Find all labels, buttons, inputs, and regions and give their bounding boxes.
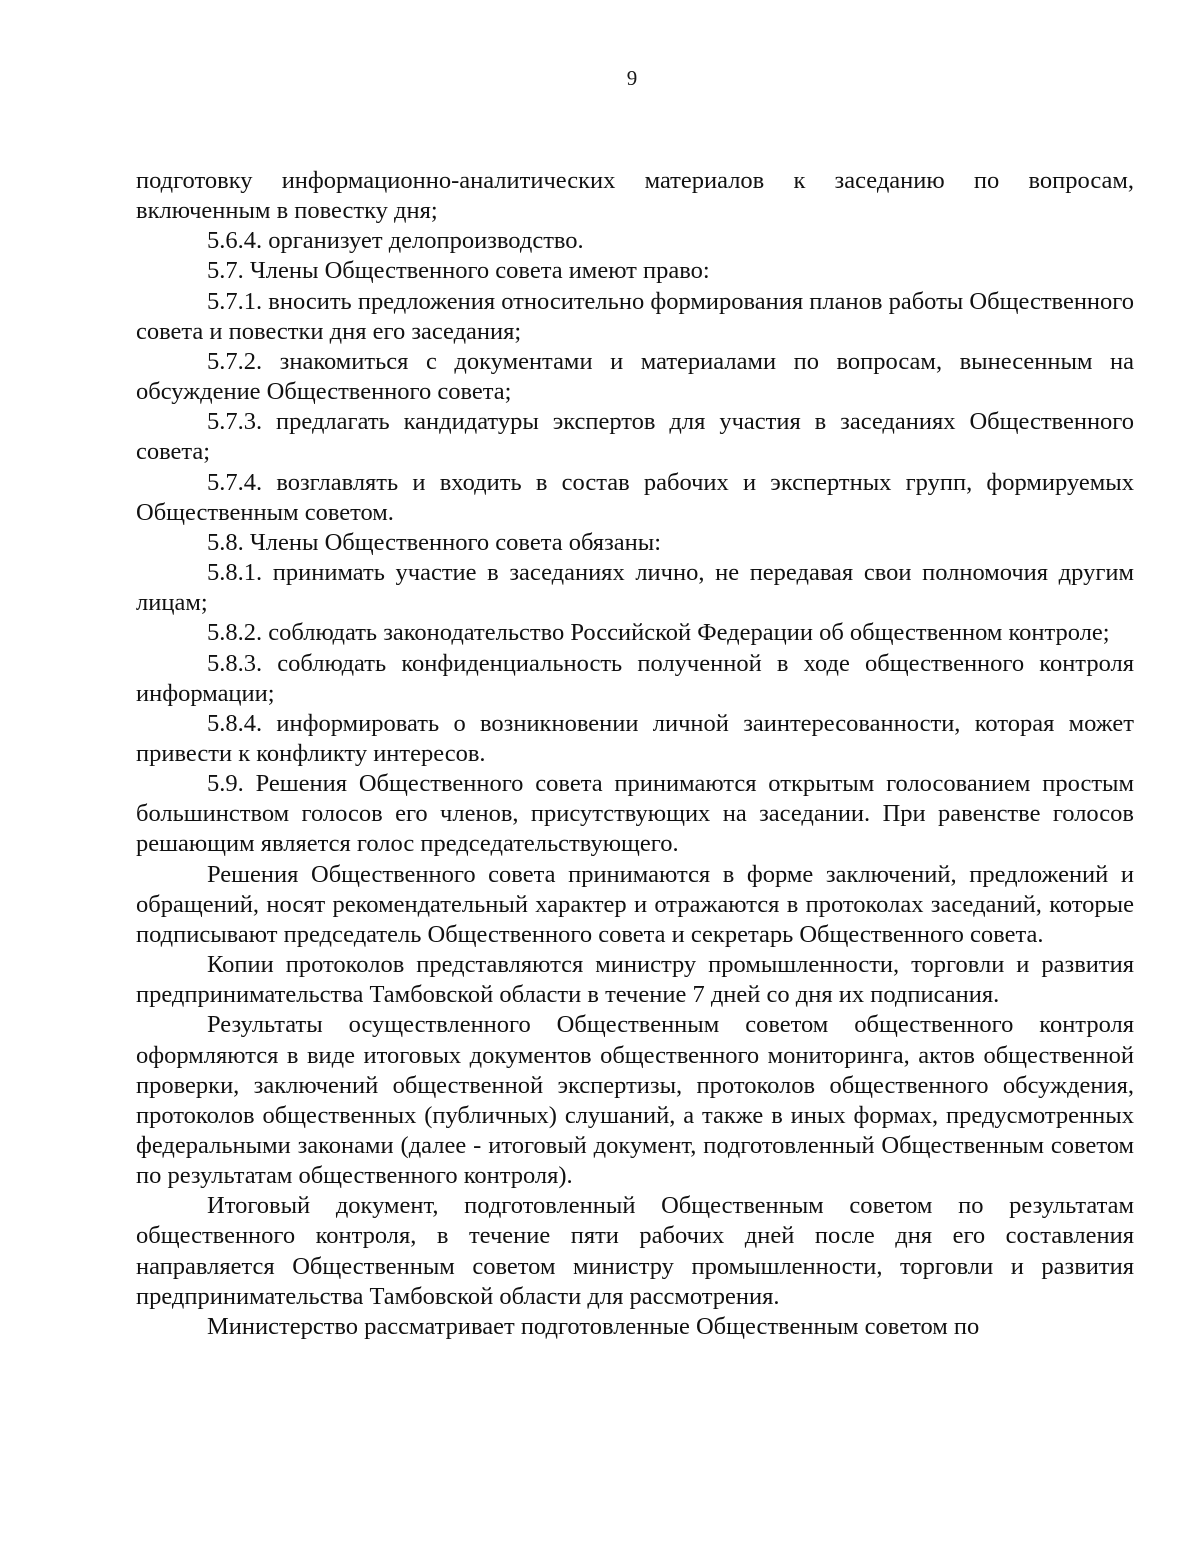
paragraph-ministry-review: Министерство рассматривает подготовленные Общественным советом по [207,1312,980,1340]
page-number: 9 [626,66,638,90]
document-body [136,166,1134,1342]
paragraph-continuation: подготовку информационно-аналитических материалов к заседанию по вопросам, включенным в повестку дня; [136,167,1134,225]
paragraph-5-7-3: 5.7.3. предлагать кандидатуры экспертов для участия в заседаниях Общественного совета; [136,408,1134,466]
paragraph-5-8-2: 5.8.2. соблюдать законодательство Российской Федерации об общественном контроле; [207,619,1110,647]
paragraph-5-7-2: 5.7.2. знакомиться с документами и материалами по вопросам, вынесенным на обсуждение Общественного совета; [136,347,1134,406]
paragraph-5-7-4: 5.7.4. возглавлять и входить в состав рабочих и экспертных групп, формируемых Общественным советом. [136,468,1134,526]
paragraph-5-8-1: 5.8.1. принимать участие в заседаниях лично, не передавая свои полномочия другим лицам; [136,559,1134,617]
paragraph-5-6-4: 5.6.4. организует делопроизводство. [207,227,584,255]
paragraph-5-8: 5.8. Члены Общественного совета обязаны: [207,528,662,556]
paragraph-5-7-1: 5.7.1. вносить предложения относительно формирования планов работы Общественного совета и повестки дня его заседания; [136,287,1134,345]
paragraph-protocol-copies: Копии протоколов представляются министру промышленности, торговли и развития предпринимательства Тамбовской области в течение 7 дней со дня их подписания. [136,951,1134,1009]
paragraph-5-9: 5.9. Решения Общественного совета принимаются открытым голосованием простым большинством голосов его членов, присутствующих на заседании. При равенстве голосов решающим является голос председательствующего. [136,770,1134,858]
paragraph-5-8-4: 5.8.4. информировать о возникновении личной заинтересованности, которая может привести к конфликту интересов. [136,709,1134,767]
paragraph-final-document: Итоговый документ, подготовленный Общественным советом по результатам общественного контроля, в течение пяти рабочих дней после дня его составления направляется Общественным советом министру промышленности, торговли и развития предпринимательства Тамбовской области для рассмотрения. [136,1192,1134,1310]
paragraph-decisions-form: Решения Общественного совета принимаются в форме заключений, предложений и обращений, носят рекомендательный характер и отражаются в протоколах заседаний, которые подписывают председатель Общественного совета и секретарь Общественного совета. [136,860,1134,948]
paragraph-5-8-3: 5.8.3. соблюдать конфиденциальность полученной в ходе общественного контроля информации; [136,649,1134,707]
paragraph-control-results: Результаты осуществленного Общественным советом общественного контроля оформляются в виде итоговых документов общественного мониторинга, актов общественной проверки, заключений общественной экспертизы, протоколов общественного обсуждения, протоколов общественных (публичных) слушаний, а также в иных формах, предусмотренных федеральными законами (далее - итоговый документ, подготовленный Общественным советом по результатам общественного контроля). [136,1011,1134,1190]
paragraph-5-7: 5.7. Члены Общественного совета имеют право: [207,257,710,285]
